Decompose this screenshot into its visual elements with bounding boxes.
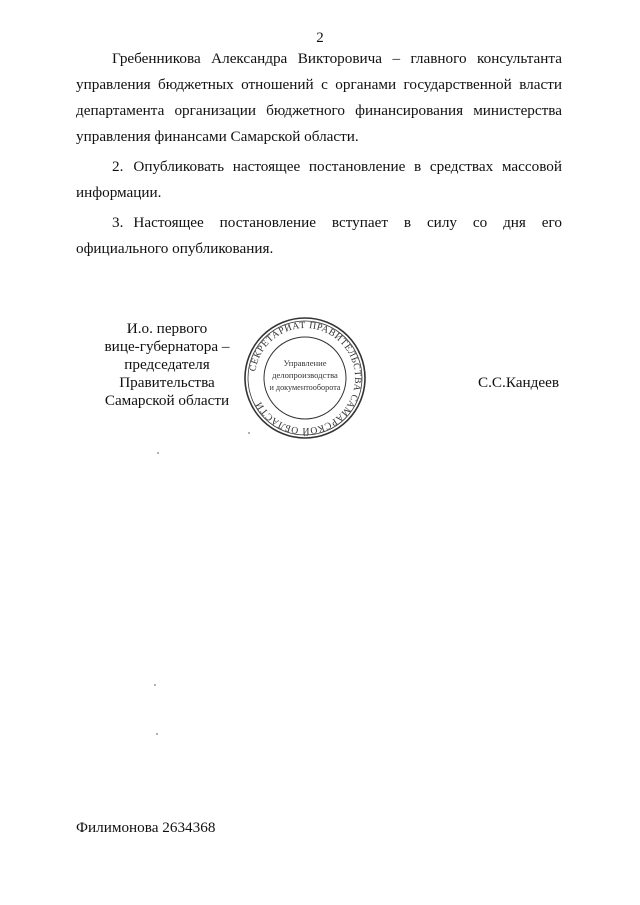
stamp-ring-text: СЕКРЕТАРИАТ ПРАВИТЕЛЬСТВА САМАРСКОЙ ОБЛАСТИ xyxy=(247,319,364,437)
signatory-position-line: Самарской области xyxy=(104,392,230,409)
paragraph-text: Опубликовать настоящее постановление в средствах массовой информации. xyxy=(76,158,562,201)
stamp-center-line: Управление xyxy=(283,358,327,368)
signatory-position-line: председателя Правительства xyxy=(119,356,215,391)
signatory-position xyxy=(92,320,242,410)
stamp-center-line: делопроизводства xyxy=(272,370,338,380)
official-stamp xyxy=(243,316,367,440)
signatory-position-line: И.о. первого xyxy=(126,320,208,337)
scan-speck xyxy=(154,684,156,686)
stamp-seal-icon xyxy=(243,316,367,440)
signatory-name: С.С.Кандеев xyxy=(478,374,560,391)
stamp-center-line: и документооборота xyxy=(269,383,341,392)
paragraph-number: 2. xyxy=(112,158,124,175)
signatory-position-line: вице-губернатора – xyxy=(104,338,230,355)
document-body xyxy=(76,46,562,266)
scan-speck xyxy=(248,432,250,434)
paragraph-continuation xyxy=(76,46,562,150)
paragraph-item-2 xyxy=(76,154,562,206)
paragraph-item-3 xyxy=(76,210,562,262)
paragraph-text: Гребенникова Александра Викторовича – главного консультанта управления бюджетных отношений с органами государственной власти департамента организации бюджетного финансирования министерства управления финансами Самарской области. xyxy=(76,50,562,145)
paragraph-text: Настоящее постановление вступает в силу со дня его официального опубликования. xyxy=(76,214,562,257)
executor-contact: Филимонова 2634368 xyxy=(76,819,216,836)
scan-speck xyxy=(156,733,158,735)
paragraph-number: 3. xyxy=(112,214,124,231)
page-number: 2 xyxy=(316,30,324,46)
scan-speck xyxy=(157,452,159,454)
